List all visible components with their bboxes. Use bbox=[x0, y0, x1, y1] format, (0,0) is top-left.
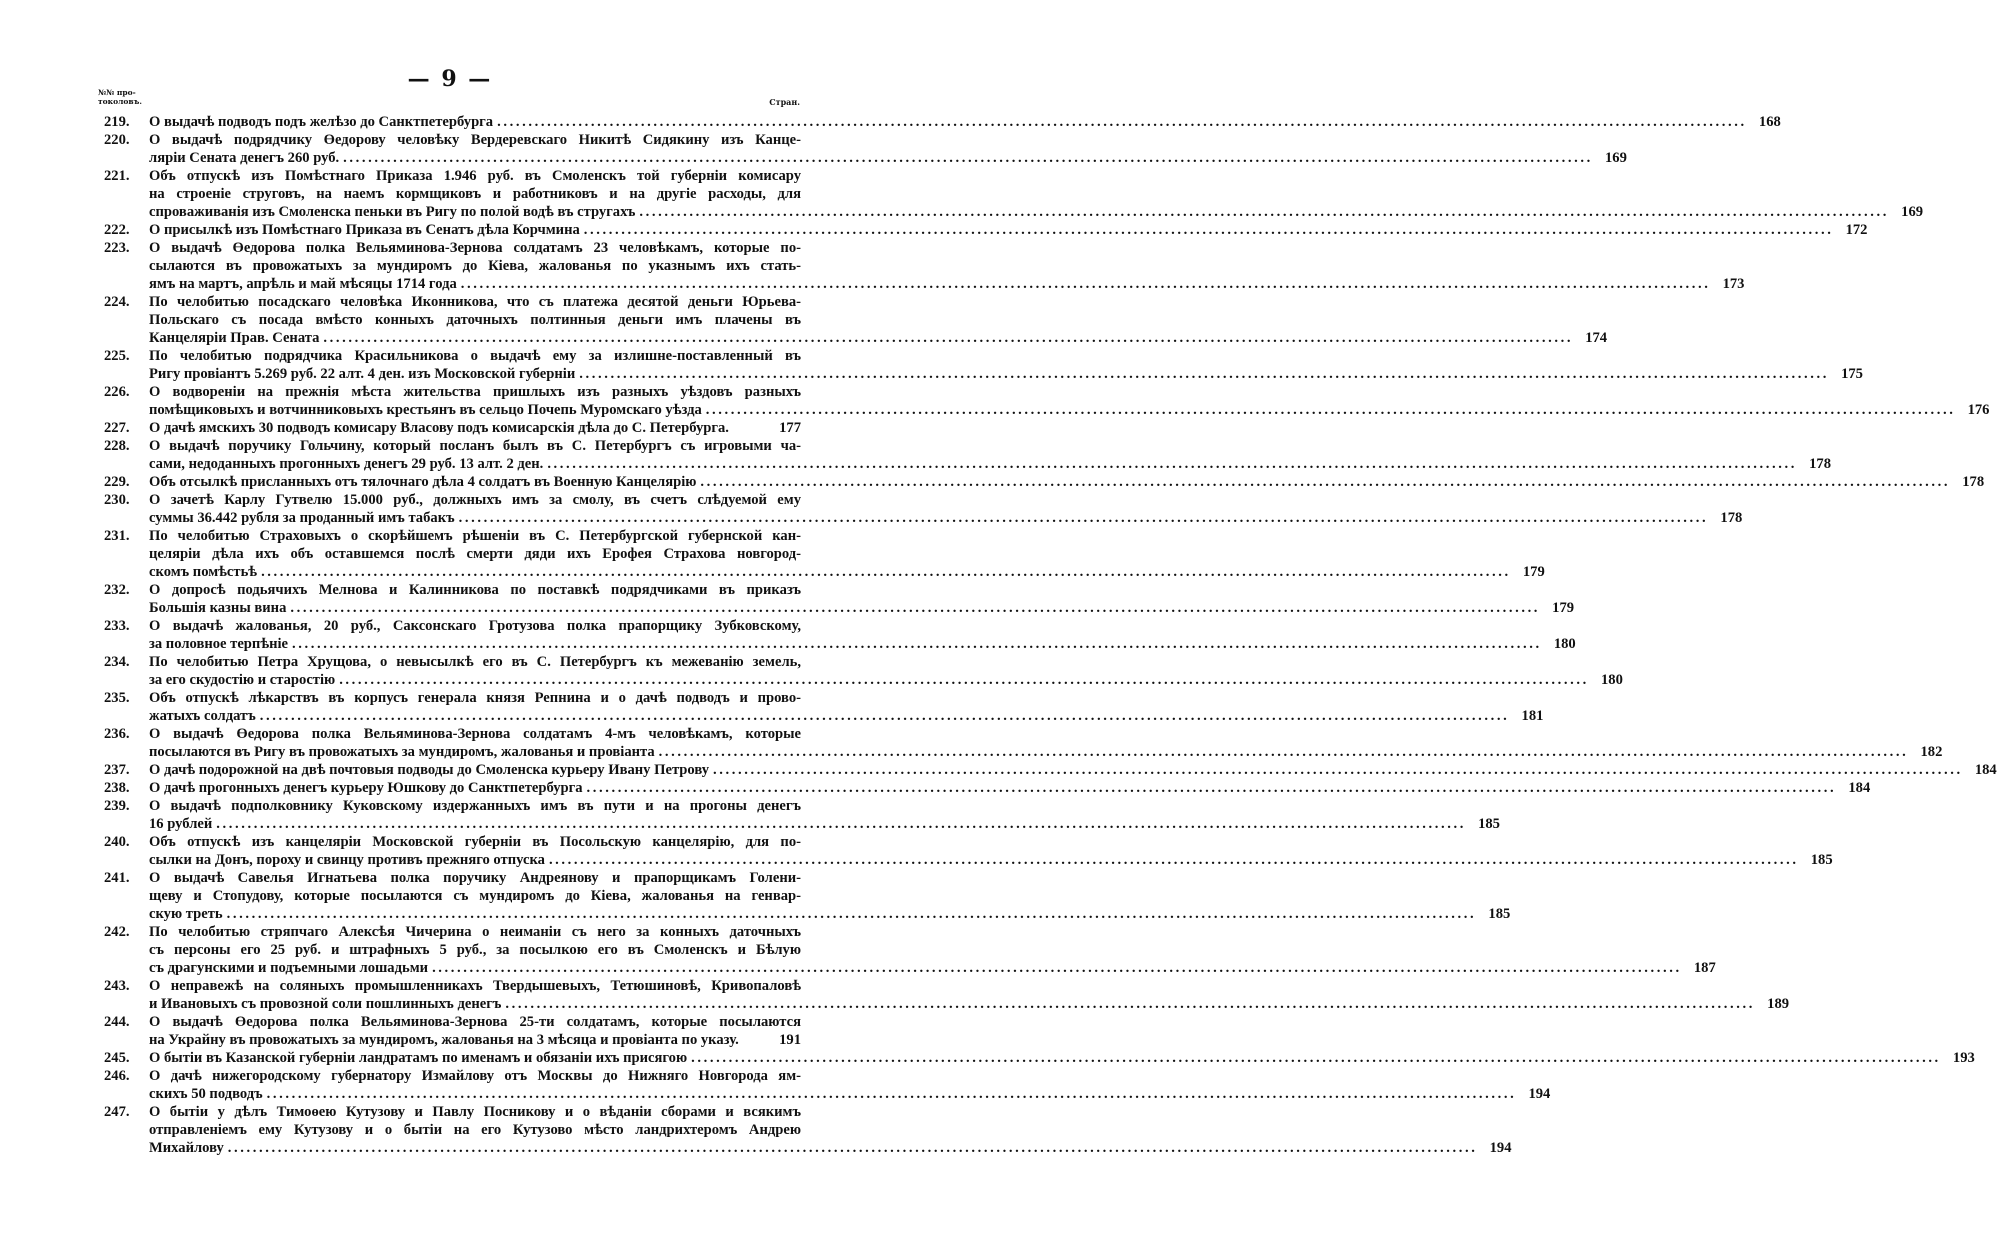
dot-leader: ........................................................................................................................................................................................................ bbox=[290, 600, 1541, 616]
entry-page: 185 bbox=[1488, 906, 1511, 922]
entry-number: 245. bbox=[104, 1050, 130, 1066]
entry-text-line: О выдачѣ поручику Гольчину, который посланъ былъ въ С. Петербургъ съ игровыми ча- bbox=[149, 438, 801, 454]
entry-text-line: съ драгунскими и подъемными лошадьми bbox=[149, 960, 429, 976]
toc-entry bbox=[104, 581, 1575, 617]
entry-text-line: По челобитью Петра Хрущова, о невысылкѣ его въ С. Петербургъ къ межеванію земель, bbox=[149, 654, 801, 670]
toc-entry bbox=[104, 473, 1985, 491]
entry-page: 168 bbox=[1758, 114, 1781, 130]
entry-text-line: Ригу провіантъ 5.269 руб. 22 алт. 4 ден. изъ Московской губерніи bbox=[149, 366, 576, 382]
entry-page: 194 bbox=[1528, 1086, 1551, 1102]
entry-text-line: суммы 36.442 рубля за проданный имъ табакъ bbox=[149, 510, 455, 526]
entry-number: 232. bbox=[104, 582, 130, 598]
entry-number: 244. bbox=[104, 1014, 130, 1030]
entry-text-line: О присылкѣ изъ Помѣстнаго Приказа въ Сенатъ дѣла Корчмина bbox=[149, 222, 580, 238]
entry-text-line: Объ отсылкѣ присланныхъ отъ тялочнаго дѣла 4 солдатъ въ Военную Канцелярію bbox=[149, 474, 697, 490]
entry-text-line: По челобитью Страховыхъ о скорѣйшемъ рѣшеніи въ С. Петербургской губернской кан- bbox=[149, 528, 801, 544]
entry-number: 241. bbox=[104, 870, 130, 886]
entry-text-line: ляріи Сената денегъ 260 руб. bbox=[149, 150, 340, 166]
entry-number: 236. bbox=[104, 726, 130, 742]
dot-leader: ........................................................................................................................................................................................................ bbox=[339, 672, 1589, 688]
entry-text-line: О допросѣ подьячихъ Мелнова и Калинникова по поставкѣ подрядчиками въ приказъ bbox=[149, 582, 801, 598]
entry-text-line: Польскаго съ посада вмѣсто конныхъ даточныхъ полтинныя деньги имъ плачены въ bbox=[149, 312, 801, 328]
entry-number: 240. bbox=[104, 834, 130, 850]
entry-text-line: за половное терпѣніе bbox=[149, 636, 289, 652]
entry-text-line: О неправежѣ на соляныхъ промышленникахъ Твердышевыхъ, Тетюшиновѣ, Кривопаловѣ bbox=[149, 978, 801, 994]
entry-text-line: Михайлову bbox=[149, 1140, 224, 1156]
entry-page: 182 bbox=[1920, 744, 1943, 760]
entry-number: 242. bbox=[104, 924, 130, 940]
entry-text-line: О дачѣ подорожной на двѣ почтовыя подводы до Смоленска курьеру Ивану Петрову bbox=[149, 762, 710, 778]
entry-number: 246. bbox=[104, 1068, 130, 1084]
page-number: — 9 — bbox=[407, 66, 493, 92]
entry-text-line: О дачѣ нижегородскому губернатору Измайлову отъ Москвы до Нижняго Новгорода ям- bbox=[149, 1068, 801, 1084]
entry-text-line: сылки на Донъ, пороху и свинцу противъ прежняго отпуска bbox=[149, 852, 545, 868]
entry-text-line: Канцеляріи Прав. Сената bbox=[149, 330, 320, 346]
entry-page: 178 bbox=[1809, 456, 1831, 472]
entry-number: 224. bbox=[104, 294, 130, 310]
entry-page: 185 bbox=[1478, 816, 1500, 832]
toc-entry bbox=[104, 293, 1608, 347]
entry-number: 226. bbox=[104, 384, 130, 400]
entry-text-line: По челобитью стряпчаго Алексѣя Чичерина о неиманіи съ него за конныхъ даточныхъ bbox=[149, 924, 801, 940]
table-of-contents bbox=[104, 113, 1997, 1157]
dot-leader: ........................................................................................................................................................................................................ bbox=[713, 762, 1963, 778]
dot-leader: ........................................................................................................................................................................................................ bbox=[700, 474, 1951, 490]
toc-entry bbox=[104, 833, 1833, 869]
dot-leader: ........................................................................................................................................................................................................ bbox=[323, 330, 1574, 346]
toc-entry bbox=[104, 491, 1743, 527]
toc-entry bbox=[104, 797, 1500, 833]
entry-number: 247. bbox=[104, 1104, 130, 1120]
dot-leader: ........................................................................................................................................................................................................ bbox=[691, 1050, 1941, 1066]
toc-entry bbox=[104, 617, 1576, 653]
entry-number: 231. bbox=[104, 528, 130, 544]
column-header-protocols-line2: токоловъ. bbox=[98, 97, 142, 106]
entry-text-line: скую треть bbox=[149, 906, 223, 922]
entry-page: 177 bbox=[779, 420, 801, 436]
toc-entry bbox=[104, 1067, 1551, 1103]
column-header-protocols bbox=[98, 88, 142, 106]
dot-leader: ........................................................................................................................................................................................................ bbox=[705, 402, 1956, 418]
column-header-page: Стран. bbox=[769, 97, 800, 107]
entry-page: 174 bbox=[1585, 330, 1608, 346]
entry-text-line: О выдачѣ Өедорова полка Вельяминова-Зернова 25-ти солдатамъ, которые посылаются bbox=[149, 1014, 801, 1030]
dot-leader: ........................................................................................................................................................................................................ bbox=[639, 204, 1890, 220]
entry-text-line: и Ивановыхъ съ провозной соли пошлинныхъ денегъ bbox=[149, 996, 502, 1012]
entry-text-line: за его скудостію и старостію bbox=[149, 672, 336, 688]
entry-text-line: О выдачѣ подводъ подъ желѣзо до Санктпетербурга bbox=[149, 114, 494, 130]
entry-number: 219. bbox=[104, 114, 130, 130]
entry-page: 180 bbox=[1600, 672, 1623, 688]
entry-page: 191 bbox=[779, 1032, 801, 1048]
dot-leader: ........................................................................................................................................................................................................ bbox=[583, 222, 1834, 238]
entry-text-line: целяріи дѣла ихъ объ оставшемся послѣ смерти дяди ихъ Ерофея Страхова новгород- bbox=[149, 546, 801, 562]
toc-entry bbox=[104, 725, 1943, 761]
entry-text-line: О водвореніи на прежнія мѣста жительства пришлыхъ изъ разныхъ уѣздовъ разныхъ bbox=[149, 384, 801, 400]
entry-text-line: О бытіи у дѣлъ Тимоөею Кутузову и Павлу Посникову и о вѣданіи сборами и всякимъ bbox=[149, 1104, 801, 1120]
toc-entry bbox=[104, 977, 1790, 1013]
entry-number: 223. bbox=[104, 240, 130, 256]
entry-page: 179 bbox=[1522, 564, 1545, 580]
entry-number: 228. bbox=[104, 438, 130, 454]
entry-page: 184 bbox=[1848, 780, 1871, 796]
entry-page: 187 bbox=[1693, 960, 1716, 976]
toc-entry bbox=[104, 347, 1863, 383]
entry-text-line: О выдачѣ Өедорова полка Вельяминова-Зернова солдатамъ 23 человѣкамъ, которые по- bbox=[149, 240, 801, 256]
toc-entry bbox=[104, 239, 1745, 293]
entry-page: 169 bbox=[1901, 204, 1924, 220]
entry-page: 175 bbox=[1841, 366, 1863, 382]
entry-text-line: О зачетѣ Карлу Гутвелю 15.000 руб., должныхъ имъ за смолу, въ счетъ слѣдуемой ему bbox=[149, 492, 801, 508]
entry-text-line: 16 рублей bbox=[149, 816, 213, 832]
entry-text-line: О выдачѣ подполковнику Куковскому издержанныхъ имъ въ пути и на прогоны денегъ bbox=[149, 798, 801, 814]
entry-text-line: О выдачѣ подрядчику Өедорову человѣку Вердеревскаго Никитѣ Сидякину изъ Канце- bbox=[149, 132, 801, 148]
entry-text-line: сами, недоданныхъ прогонныхъ денегъ 29 руб. 13 алт. 2 ден. bbox=[149, 456, 544, 472]
dot-leader: ........................................................................................................................................................................................................ bbox=[497, 114, 1747, 130]
entry-text-line: Объ отпускѣ лѣкарствъ въ корпусъ генерала князя Репнина и о дачѣ подводъ и прово- bbox=[149, 690, 801, 706]
entry-number: 237. bbox=[104, 762, 130, 778]
entry-text-line: помѣщиковыхъ и вотчинниковыхъ крестьянъ въ сельцо Почепь Муромскаго уѣзда bbox=[149, 402, 702, 418]
entry-number: 239. bbox=[104, 798, 130, 814]
entry-text-line: отправленіемъ ему Кутузову и о бытіи на его Кутузово мѣсто ландрихтеромъ Андрею bbox=[149, 1122, 801, 1138]
entry-number: 230. bbox=[104, 492, 130, 508]
entry-page: 173 bbox=[1722, 276, 1745, 292]
entry-text-line: По челобитью посадскаго человѣка Иконникова, что съ платежа десятой деньги Юрьева- bbox=[149, 294, 801, 310]
entry-text-line: ямъ на мартъ, апрѣль и май мѣсяцы 1714 года bbox=[149, 276, 457, 292]
toc-entry bbox=[104, 167, 1924, 221]
entry-text-line: на строеніе струговъ, на наемъ кормщиковъ и работниковъ и на другіе расходы, для bbox=[149, 186, 801, 202]
entry-page: 172 bbox=[1845, 222, 1868, 238]
entry-text-line: спроваживанія изъ Смоленска пеньки въ Ригу по полой водѣ въ стругахъ bbox=[149, 204, 636, 220]
entry-text-line: О выдачѣ жалованья, 20 руб., Саксонскаго Гротузова полка прапорщику Зубковскому, bbox=[149, 618, 801, 634]
entry-text-line: посылаются въ Ригу въ провожатыхъ за мундиромъ, жалованья и провіанта bbox=[149, 744, 655, 760]
entry-text-line: скомъ помѣстьѣ bbox=[149, 564, 258, 580]
entry-number: 225. bbox=[104, 348, 130, 364]
toc-entry bbox=[104, 419, 801, 437]
dot-leader: ........................................................................................................................................................................................................ bbox=[343, 150, 1593, 166]
entry-text-line: О дачѣ прогонныхъ денегъ курьеру Юшкову до Санктпетербурга bbox=[149, 780, 583, 796]
entry-page: 178 bbox=[1962, 474, 1985, 490]
entry-text-line: О выдачѣ Өедорова полка Вельяминова-Зернова солдатамъ 4-мъ человѣкамъ, которые bbox=[149, 726, 801, 742]
entry-text-line: Объ отпускѣ изъ Помѣстнаго Приказа 1.946 руб. въ Смоленскъ той губерніи комисару bbox=[149, 168, 801, 184]
toc-entry bbox=[104, 383, 1990, 419]
toc-entry bbox=[104, 131, 1627, 167]
dot-leader: ........................................................................................................................................................................................................ bbox=[458, 510, 1709, 526]
entry-text-line: Объ отпускѣ изъ канцеляріи Московской губерніи въ Посольскую канцелярію, для по- bbox=[149, 834, 801, 850]
entry-text-line: съ персоны его 25 руб. и штрафныхъ 5 руб., за посылкою его въ Смоленскъ и Бѣлую bbox=[149, 942, 801, 958]
toc-entry bbox=[104, 653, 1623, 689]
entry-page: 189 bbox=[1767, 996, 1790, 1012]
entry-page: 193 bbox=[1952, 1050, 1975, 1066]
toc-entry bbox=[104, 221, 1868, 239]
dot-leader: ........................................................................................................................................................................................................ bbox=[432, 960, 1682, 976]
entry-number: 227. bbox=[104, 420, 130, 436]
entry-page: 185 bbox=[1810, 852, 1833, 868]
toc-entry bbox=[104, 113, 1781, 131]
entry-text-line: на Украйну въ провожатыхъ за мундиромъ, жалованья на 3 мѣсяца и провіанта по указу. bbox=[149, 1032, 739, 1048]
dot-leader: ........................................................................................................................................................................................................ bbox=[226, 906, 1477, 922]
entry-text-line: О выдачѣ Савелья Игнатьева полка поручику Андреянову и прапорщикамъ Голени- bbox=[149, 870, 801, 886]
toc-entry bbox=[104, 779, 1871, 797]
dot-leader: ........................................................................................................................................................................................................ bbox=[259, 708, 1510, 724]
entry-number: 243. bbox=[104, 978, 130, 994]
toc-entry bbox=[104, 437, 1831, 473]
entry-number: 233. bbox=[104, 618, 130, 634]
entry-page: 184 bbox=[1974, 762, 1997, 778]
entry-page: 181 bbox=[1521, 708, 1544, 724]
entry-text-line: жатыхъ солдатъ bbox=[149, 708, 256, 724]
dot-leader: ........................................................................................................................................................................................................ bbox=[266, 1086, 1517, 1102]
entry-text-line: сылаются въ провожатыхъ за мундиромъ до Кіева, жалованья по указнымъ ихъ стать- bbox=[149, 258, 801, 274]
entry-text-line: По челобитью подрядчика Красильникова о выдачѣ ему за излишне-поставленный въ bbox=[149, 348, 801, 364]
entry-page: 180 bbox=[1553, 636, 1576, 652]
entry-text-line: О дачѣ ямскихъ 30 подводъ комисару Власову подъ комисарскія дѣла до С. Петербурга. bbox=[149, 420, 729, 436]
dot-leader: ........................................................................................................................................................................................................ bbox=[547, 456, 1797, 472]
dot-leader: ........................................................................................................................................................................................................ bbox=[227, 1140, 1478, 1156]
toc-entry bbox=[104, 923, 1716, 977]
toc-entry bbox=[104, 869, 1511, 923]
dot-leader: ........................................................................................................................................................................................................ bbox=[292, 636, 1542, 652]
entry-number: 221. bbox=[104, 168, 130, 184]
entry-text-line: Большія казны вина bbox=[149, 600, 287, 616]
toc-entry bbox=[104, 1013, 801, 1049]
toc-entry bbox=[104, 527, 1545, 581]
toc-entry bbox=[104, 761, 1997, 779]
column-header-protocols-line1: №№ про- bbox=[98, 88, 136, 97]
entry-number: 220. bbox=[104, 132, 130, 148]
dot-leader: ........................................................................................................................................................................................................ bbox=[216, 816, 1466, 832]
entry-number: 229. bbox=[104, 474, 130, 490]
dot-leader: ........................................................................................................................................................................................................ bbox=[586, 780, 1837, 796]
dot-leader: ........................................................................................................................................................................................................ bbox=[548, 852, 1799, 868]
entry-page: 176 bbox=[1967, 402, 1990, 418]
entry-page: 169 bbox=[1604, 150, 1627, 166]
entry-page: 179 bbox=[1552, 600, 1575, 616]
toc-entry bbox=[104, 689, 1544, 725]
dot-leader: ........................................................................................................................................................................................................ bbox=[658, 744, 1909, 760]
entry-number: 234. bbox=[104, 654, 130, 670]
entry-number: 222. bbox=[104, 222, 130, 238]
dot-leader: ........................................................................................................................................................................................................ bbox=[505, 996, 1756, 1012]
dot-leader: ........................................................................................................................................................................................................ bbox=[579, 366, 1829, 382]
entry-number: 238. bbox=[104, 780, 130, 796]
toc-entry bbox=[104, 1103, 1512, 1157]
toc-entry bbox=[104, 1049, 1975, 1067]
dot-leader: ........................................................................................................................................................................................................ bbox=[261, 564, 1511, 580]
entry-text-line: щеву и Стопудову, которые посылаются съ мундиромъ до Кіева, жалованья на генвар- bbox=[149, 888, 801, 904]
entry-page: 178 bbox=[1720, 510, 1743, 526]
dot-leader: ........................................................................................................................................................................................................ bbox=[460, 276, 1711, 292]
entry-text-line: скихъ 50 подводъ bbox=[149, 1086, 263, 1102]
entry-text-line: О бытіи въ Казанской губерніи ландратамъ по именамъ и обязаніи ихъ присягою bbox=[149, 1050, 688, 1066]
entry-page: 194 bbox=[1489, 1140, 1512, 1156]
entry-number: 235. bbox=[104, 690, 130, 706]
